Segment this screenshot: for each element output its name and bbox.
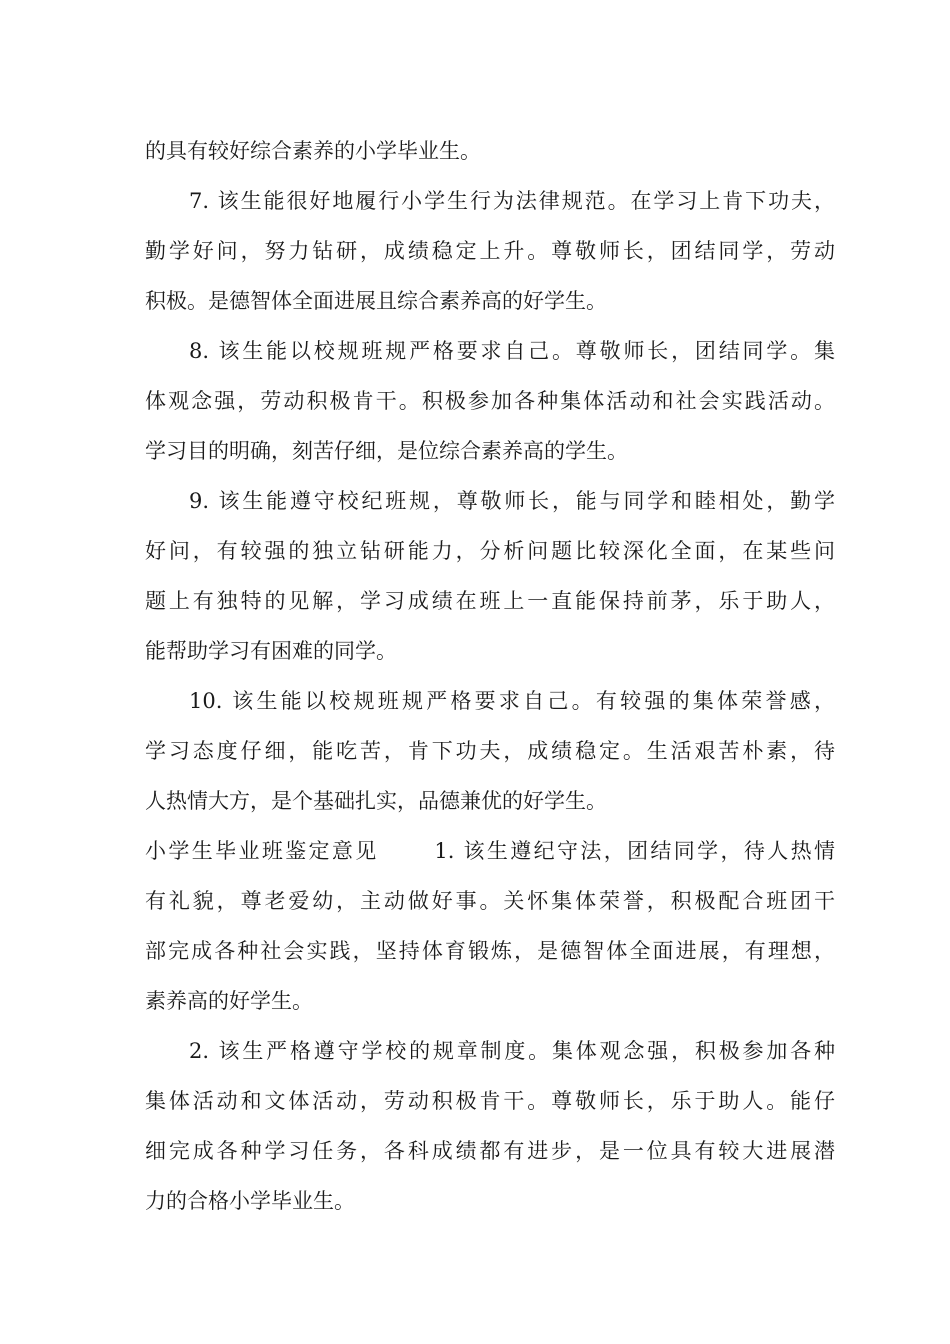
text-line: 素养高的好学生。 [145,989,313,1013]
text-line: 好问，有较强的独立钻研能力，分析问题比较深化全面，在某些问 [145,539,835,563]
text-line: 学习目的明确，刻苦仔细，是位综合素养高的学生。 [145,439,628,463]
text-line: 力的合格小学毕业生。 [145,1189,355,1213]
text-line: 积极。是德智体全面进展且综合素养高的好学生。 [145,289,607,313]
text-line: 9. 该生能遵守校纪班规，尊敬师长，能与同学和睦相处，勤学 [189,489,835,513]
text-line: 学习态度仔细，能吃苦，肯下功夫，成绩稳定。生活艰苦朴素，待 [145,739,835,763]
text-line: 集体活动和文体活动，劳动积极肯干。尊敬师长，乐于助人。能仔 [145,1089,835,1113]
text-line: 2. 该生严格遵守学校的规章制度。集体观念强，积极参加各种 [189,1039,835,1063]
text-line: 8. 该生能以校规班规严格要求自己。尊敬师长，团结同学。集 [189,339,835,363]
section-heading-line: 小学生毕业班鉴定意见 1. 该生遵纪守法，团结同学，待人热情 [145,839,835,863]
text-line: 能帮助学习有困难的同学。 [145,639,397,663]
text-line: 人热情大方，是个基础扎实，品德兼优的好学生。 [145,789,607,813]
text-line: 体观念强，劳动积极肯干。积极参加各种集体活动和社会实践活动。 [145,389,835,413]
text-line: 部完成各种社会实践，坚持体育锻炼，是德智体全面进展，有理想， [145,939,835,963]
text-line: 10. 该生能以校规班规严格要求自己。有较强的集体荣誉感， [189,689,835,713]
text-line: 的具有较好综合素养的小学毕业生。 [145,139,481,163]
text-line: 7. 该生能很好地履行小学生行为法律规范。在学习上肯下功夫， [189,189,835,213]
text-line: 题上有独特的见解，学习成绩在班上一直能保持前茅，乐于助人， [145,589,835,613]
text-line: 细完成各种学习任务，各科成绩都有进步，是一位具有较大进展潜 [145,1139,835,1163]
text-line: 勤学好问，努力钻研，成绩稳定上升。尊敬师长，团结同学，劳动 [145,239,835,263]
text-line: 有礼貌，尊老爱幼，主动做好事。关怀集体荣誉，积极配合班团干 [145,889,835,913]
